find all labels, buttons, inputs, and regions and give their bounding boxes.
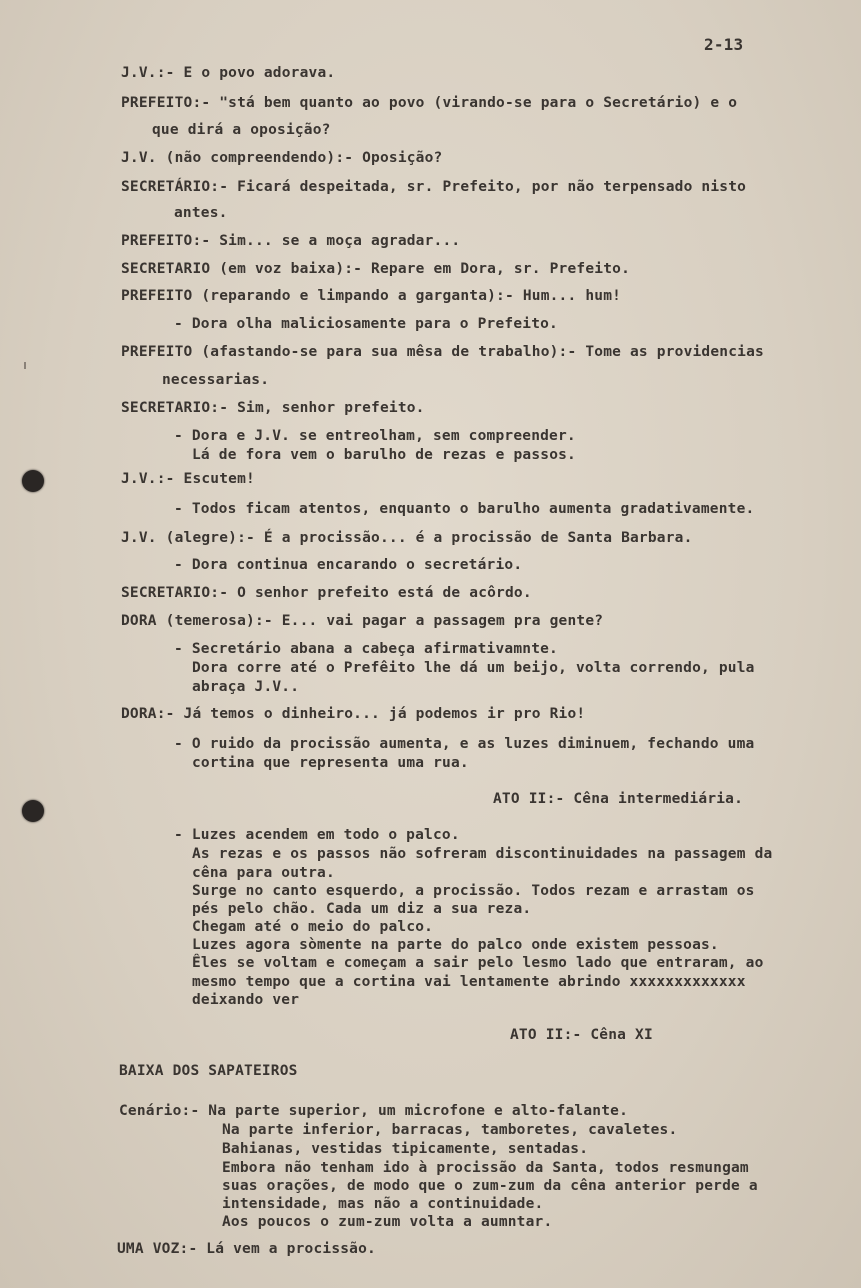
text-line: que dirá a oposição? [152,122,331,138]
text-line: As rezas e os passos não sofreram discontinuidades na passagem da [192,846,773,862]
text-line: Surge no canto esquerdo, a procissão. Todos rezam e arrastam os [192,883,755,899]
text-line: suas orações, de modo que o zum-zum da cêna anterior perde a [222,1178,758,1194]
text-line: PREFEITO:- Sim... se a moça agradar... [121,233,461,249]
text-line: - Dora e J.V. se entreolham, sem compreender. [174,428,576,444]
scene-heading: ATO II:- Cêna XI [510,1027,653,1043]
text-line: - Secretário abana a cabeça afirmativamnte. [174,641,558,657]
text-line: J.V. (não compreendendo):- Oposição? [121,150,443,166]
text-line: J.V.:- Escutem! [121,471,255,487]
text-line: PREFEITO (afastando-se para sua mêsa de trabalho):- Tome as providencias [121,344,764,360]
text-line: Na parte inferior, barracas, tamboretes, cavaletes. [222,1122,678,1138]
text-line: SECRETARIO (em voz baixa):- Repare em Dora, sr. Prefeito. [121,261,630,277]
text-line: mesmo tempo que a cortina vai lentamente abrindo xxxxxxxxxxxxx [192,974,746,990]
text-line: Chegam até o meio do palco. [192,919,434,935]
text-line: SECRETARIO:- O senhor prefeito está de acôrdo. [121,585,532,601]
scene-heading: ATO II:- Cêna intermediária. [493,791,744,807]
text-line: Luzes agora sòmente na parte do palco onde existem pessoas. [192,937,719,953]
text-line: J.V.:- E o povo adorava. [121,65,336,81]
text-line: PREFEITO (reparando e limpando a garganta):- Hum... hum! [121,288,622,304]
text-line: cêna para outra. [192,865,335,881]
text-line: deixando ver [192,992,300,1008]
text-line: abraça J.V.. [192,679,300,695]
text-line: - Dora continua encarando o secretário. [174,557,523,573]
text-line: Dora corre até o Prefêito lhe dá um beijo, volta correndo, pula [192,660,755,676]
text-line: necessarias. [162,372,270,388]
text-line: - Dora olha maliciosamente para o Prefeito. [174,316,558,332]
text-line: Aos poucos o zum-zum volta a aumntar. [222,1214,553,1230]
text-line: - O ruido da procissão aumenta, e as luzes diminuem, fechando uma [174,736,755,752]
text-line: DORA (temerosa):- E... vai pagar a passagem pra gente? [121,613,604,629]
text-line: PREFEITO:- "stá bem quanto ao povo (virando-se para o Secretário) e o [121,95,738,111]
text-line: cortina que representa uma rua. [192,755,469,771]
text-line: J.V. (alegre):- É a procissão... é a procissão de Santa Barbara. [121,530,693,546]
text-line: DORA:- Já temos o dinheiro... já podemos ir pro Rio! [121,706,586,722]
location-heading: BAIXA DOS SAPATEIROS [119,1063,298,1079]
text-line: antes. [174,205,228,221]
page-number: 2-13 [704,35,744,54]
text-line: Cenário:- Na parte superior, um microfone e alto-falante. [119,1103,628,1119]
text-line: intensidade, mas não a continuidade. [222,1196,544,1212]
text-line: - Luzes acendem em todo o palco. [174,827,460,843]
text-line: Embora não tenham ido à procissão da Santa, todos resmungam [222,1160,749,1176]
text-line: SECRETARIO:- Sim, senhor prefeito. [121,400,425,416]
text-line: Êles se voltam e começam a sair pelo lesmo lado que entraram, ao [192,955,764,971]
margin-mark [24,362,26,369]
text-line: SECRETÁRIO:- Ficará despeitada, sr. Prefeito, por não terpensado nisto [121,179,747,195]
punch-hole-bottom [22,800,44,822]
text-line: Bahianas, vestidas tipicamente, sentadas. [222,1141,589,1157]
text-line: - Todos ficam atentos, enquanto o barulho aumenta gradativamente. [174,501,755,517]
punch-hole-top [22,470,44,492]
text-line: pés pelo chão. Cada um diz a sua reza. [192,901,532,917]
text-line: UMA VOZ:- Lá vem a procissão. [117,1241,376,1257]
text-line: Lá de fora vem o barulho de rezas e passos. [192,447,576,463]
